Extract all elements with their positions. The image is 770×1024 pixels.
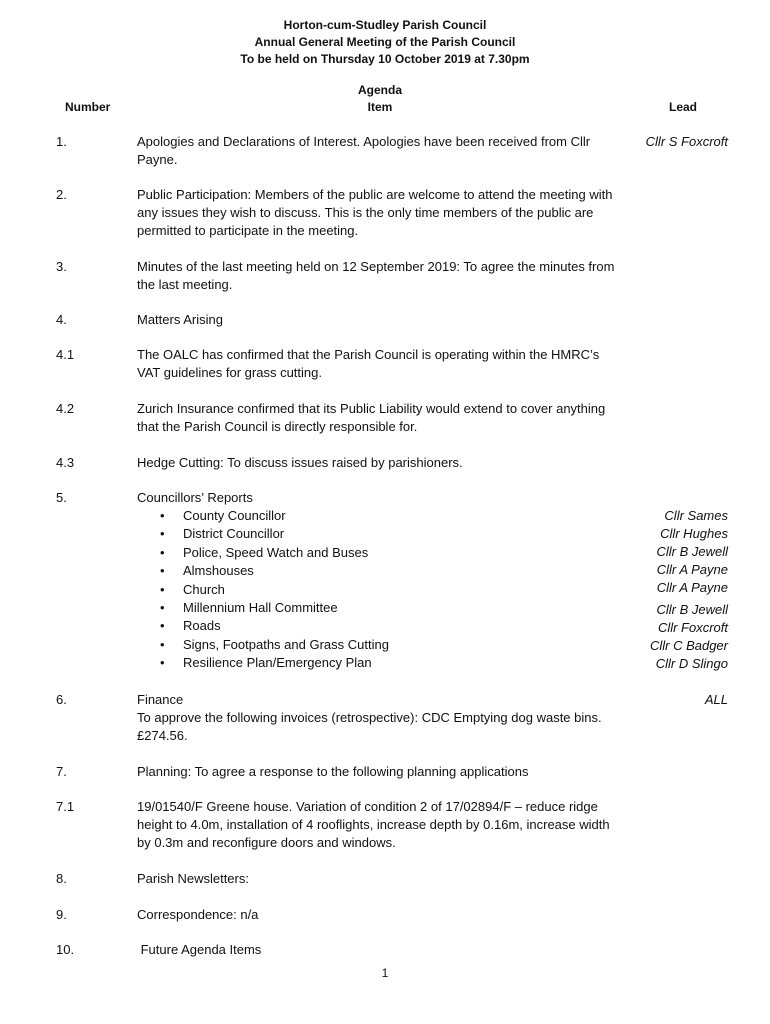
- item-text: Hedge Cutting: To discuss issues raised by parishioners.: [137, 455, 463, 470]
- item-text: Apologies and Declarations of Interest. Apologies have been received from Cllr Payne.: [137, 134, 591, 167]
- report-bullet: • Police, Speed Watch and Buses: [137, 544, 617, 562]
- item-number: 2.: [56, 187, 67, 202]
- report-bullet: • Signs, Footpaths and Grass Cutting: [137, 636, 617, 654]
- meeting-title: Annual General Meeting of the Parish Council: [254, 35, 516, 49]
- item-lead: ALL: [704, 692, 728, 707]
- item-text: Planning: To agree a response to the following planning applications: [137, 764, 529, 779]
- report-lead: Cllr C Badger: [649, 638, 728, 653]
- item-text: Matters Arising: [137, 312, 223, 327]
- reports-block: [137, 489, 617, 673]
- report-lead: Cllr Foxcroft: [657, 620, 728, 635]
- report-bullet: • Roads: [137, 617, 617, 635]
- report-bullet: • Church: [137, 581, 617, 599]
- column-lead: Lead: [669, 100, 698, 114]
- item-number: 4.: [56, 312, 67, 327]
- report-lead: Cllr B Jewell: [656, 602, 728, 617]
- item-number: 4.3: [56, 455, 75, 470]
- item-number: 6.: [56, 692, 67, 707]
- item-number: 4.2: [56, 401, 75, 416]
- item-text: 19/01540/F Greene house. Variation of condition 2 of 17/02894/F – reduce ridge height to 4.0m, installation of 4 rooflights, increase depth by 0.16m, increase width by 0.3m and reconfigure doors and windows.: [137, 799, 610, 850]
- document-header: [0, 17, 770, 68]
- report-bullet: • County Councillor: [137, 507, 617, 525]
- report-lead: Cllr D Slingo: [655, 656, 728, 671]
- column-agenda: Agenda: [357, 83, 402, 97]
- item-text: The OALC has confirmed that the Parish Council is operating within the HMRC’s VAT guidelines for grass cutting.: [137, 347, 600, 380]
- council-name: Horton-cum-Studley Parish Council: [283, 18, 487, 32]
- reports-leads: [650, 507, 728, 673]
- item-number: 10.: [56, 942, 75, 957]
- column-number: Number: [65, 100, 111, 114]
- item-number: 7.: [56, 764, 67, 779]
- item-number: 5.: [56, 490, 67, 505]
- item-text: Minutes of the last meeting held on 12 September 2019: To agree the minutes from the last meeting.: [137, 259, 615, 292]
- page-number: 1: [381, 966, 389, 980]
- item-number: 7.1: [56, 799, 75, 814]
- item-number: 9.: [56, 907, 67, 922]
- item-number: 4.1: [56, 347, 75, 362]
- item-number: 3.: [56, 259, 67, 274]
- item-number: 8.: [56, 871, 67, 886]
- report-lead: Cllr B Jewell: [656, 544, 728, 559]
- item-text-block: [137, 691, 617, 745]
- item-text: Finance: [137, 692, 184, 707]
- report-bullet: • District Councillor: [137, 525, 617, 543]
- reports-list: [137, 507, 617, 673]
- report-lead: Cllr A Payne: [656, 580, 728, 595]
- item-text: Correspondence: n/a: [137, 907, 259, 922]
- report-bullet: • Resilience Plan/Emergency Plan: [137, 654, 617, 672]
- item-lead: Cllr S Foxcroft: [645, 134, 728, 149]
- report-lead: Cllr A Payne: [656, 562, 728, 577]
- column-item: Item: [367, 100, 393, 114]
- item-text: Public Participation: Members of the public are welcome to attend the meeting with any issues they wish to discuss. This is the only time members of the public are permitted to participate in the meeting.: [137, 187, 613, 238]
- column-agenda-item: [300, 82, 460, 116]
- item-text: Parish Newsletters:: [137, 871, 249, 886]
- item-subtext: To approve the following invoices (retrospective): CDC Emptying dog waste bins. £274.56.: [137, 710, 602, 743]
- report-bullet: • Almshouses: [137, 562, 617, 580]
- item-text: Zurich Insurance confirmed that its Public Liability would extend to cover anything that the Parish Council is directly responsible for.: [137, 401, 606, 434]
- reports-title: Councillors’ Reports: [137, 490, 253, 505]
- report-lead: Cllr Sames: [664, 508, 728, 523]
- report-lead: Cllr Hughes: [660, 526, 728, 541]
- report-bullet: • Millennium Hall Committee: [137, 599, 617, 617]
- item-text: Future Agenda Items: [137, 942, 262, 957]
- meeting-date: To be held on Thursday 10 October 2019 at 7.30pm: [240, 52, 530, 66]
- item-number: 1.: [56, 134, 67, 149]
